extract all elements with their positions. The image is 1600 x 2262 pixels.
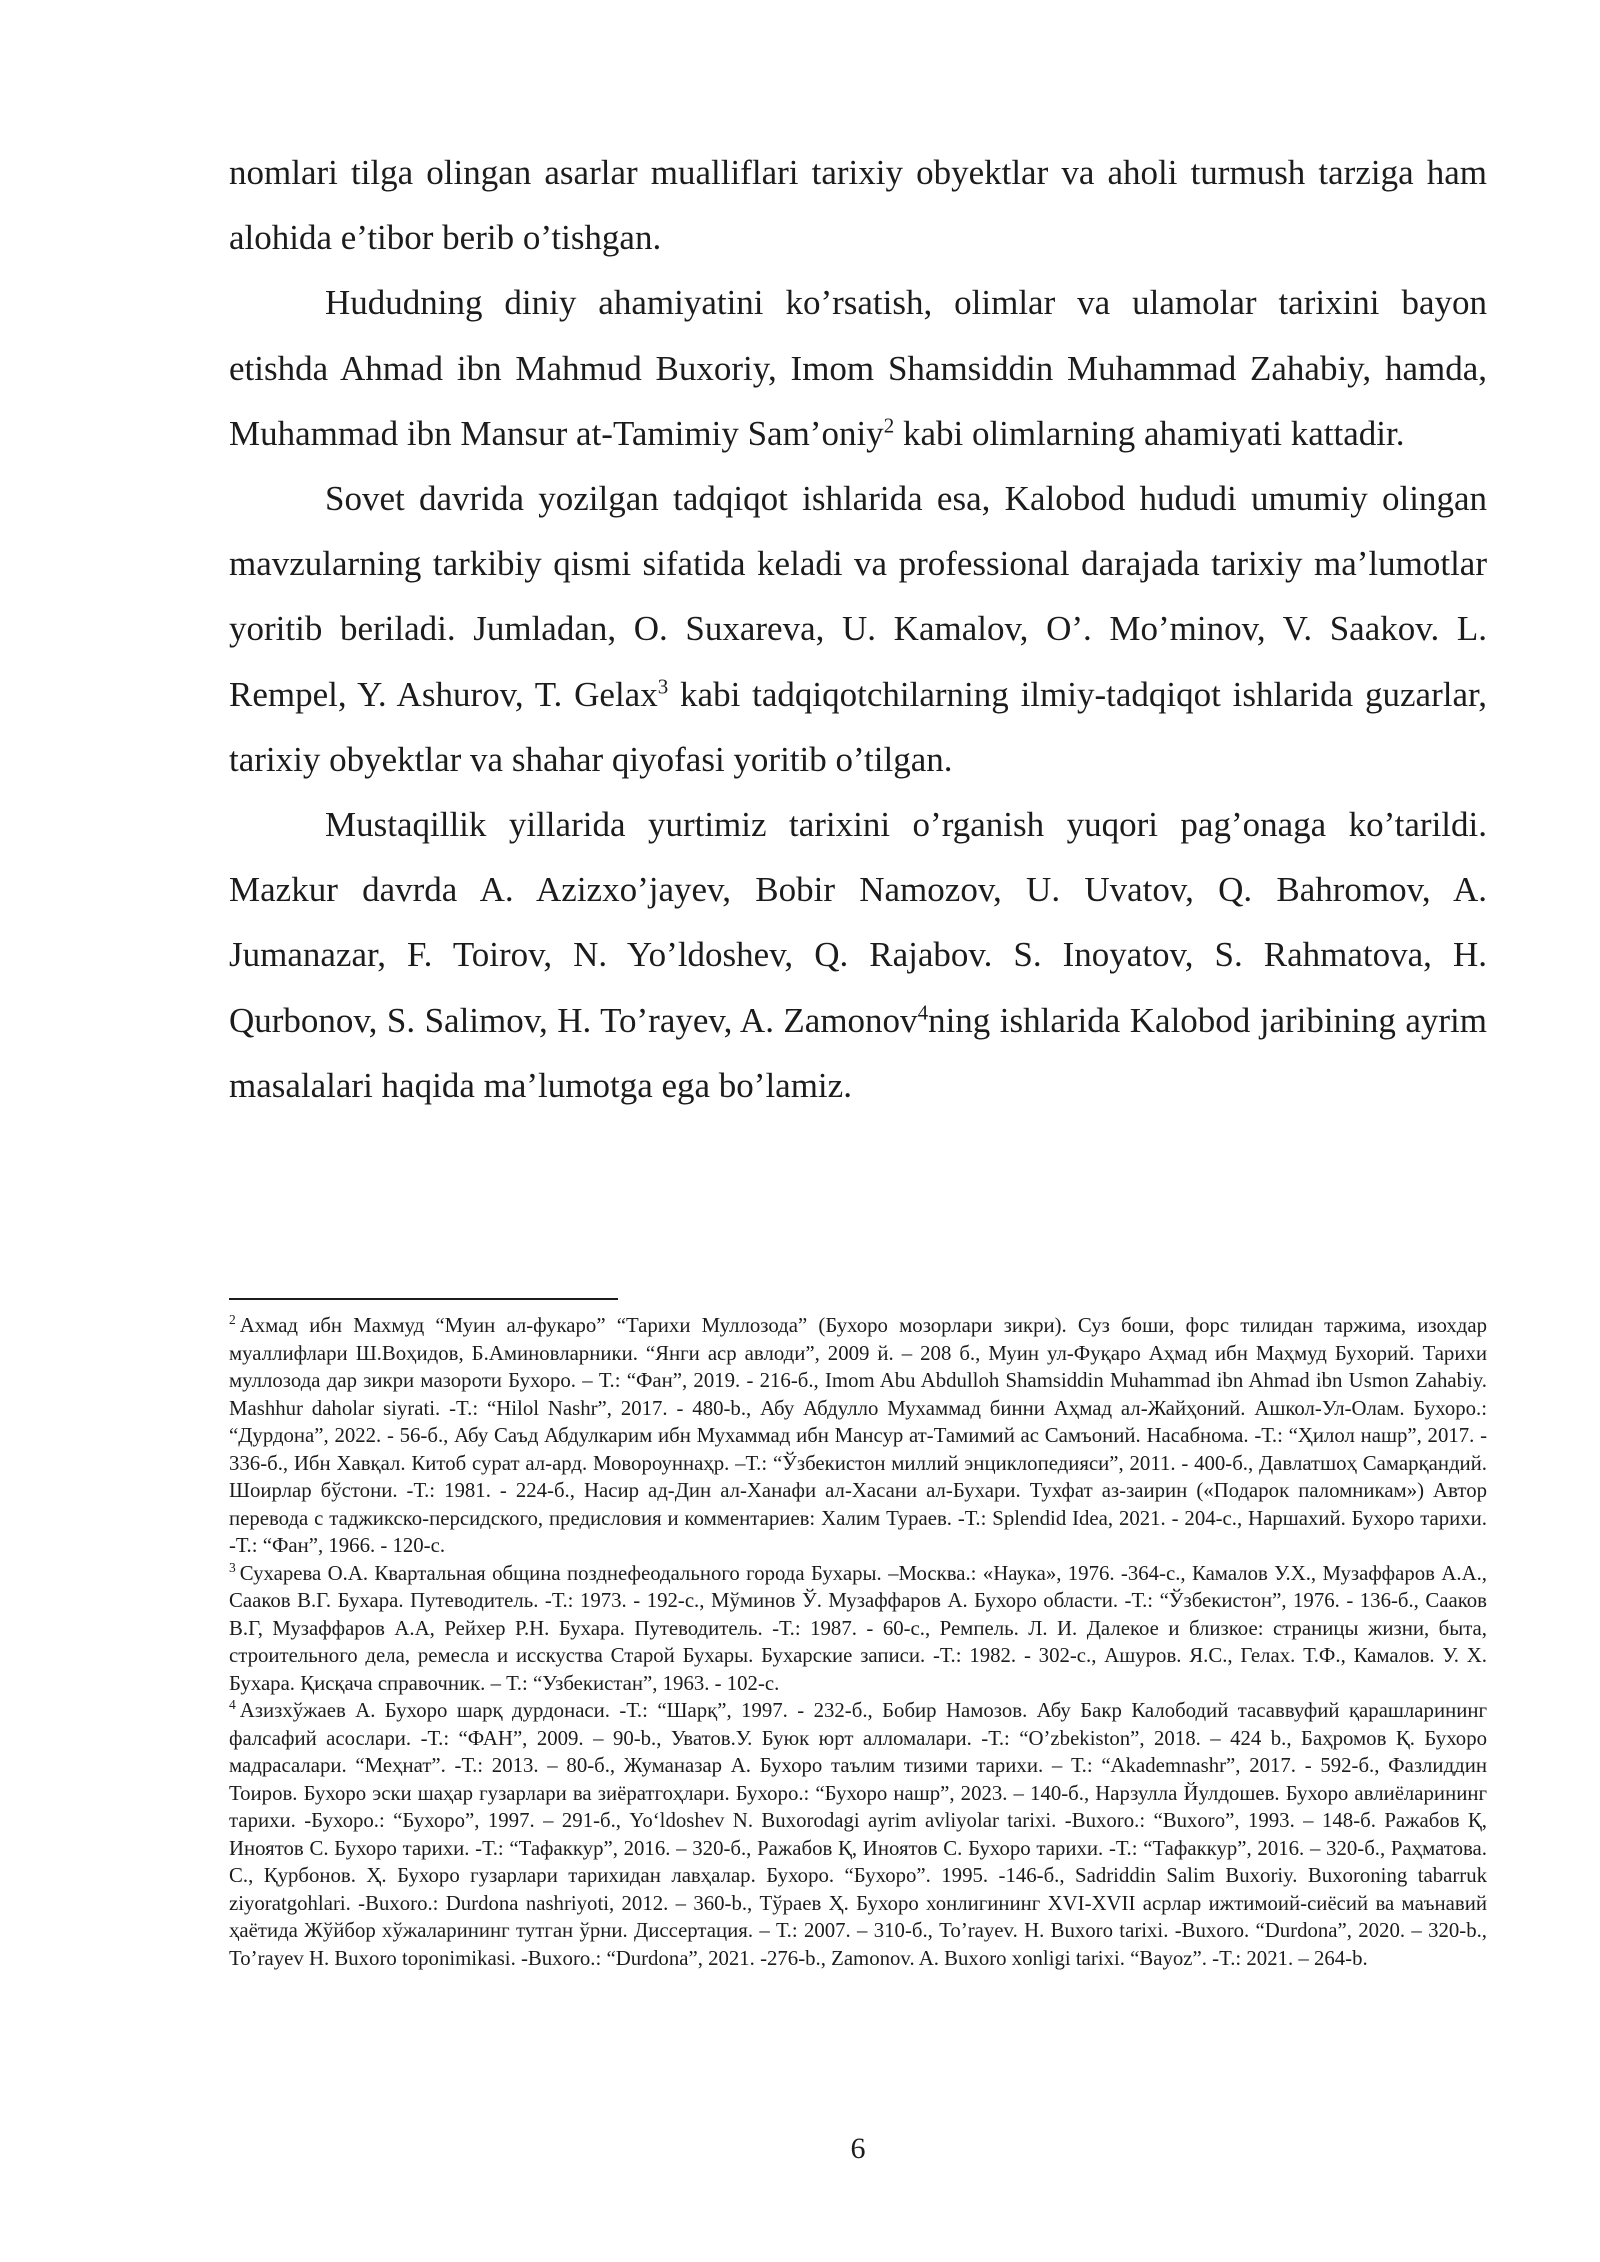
page-number: 6 bbox=[850, 2132, 866, 2165]
paragraph-4-text-start: Mustaqillik yillarida yurtimiz tarixini o’rganish yuqori pag’onaga ko’tarildi. Mazkur davrda A. Azizxo’jayev, Bobir Namozov, U. Uvatov, Q. Bahromov, A. Jumanazar, F. Toirov, N. Yo’ldoshev, Q. Rajabov. S. Inoyatov, S. Rahmatova, H. Qurbonov, S. Salimov, H. To’rayev, A. Zamonov bbox=[229, 805, 1487, 1040]
footnote-4 bbox=[229, 1697, 1487, 1972]
paragraph-2-text-start: Hududning diniy ahamiyatini ko’rsatish, olimlar va ulamolar tarixini bayon etishda Ahmad ibn Mahmud Buxoriy, Imom Shamsiddin Muhammad Zahabiy, hamda, Muhammad ibn Mansur at-Tamimiy Sam’oniy bbox=[229, 283, 1487, 453]
paragraph-4 bbox=[229, 792, 1487, 1118]
footnote-separator bbox=[229, 1298, 618, 1300]
footnote-2 bbox=[229, 1312, 1487, 1560]
paragraph-4-text-end: ning ishlarida Kalobod jaribining ayrim masalalari haqida ma’lumotga ega bo’lamiz. bbox=[229, 1000, 1487, 1105]
main-text bbox=[229, 140, 1487, 1118]
paragraph-1 bbox=[229, 140, 1487, 270]
footnote-2-text: Ахмад ибн Махмуд “Муин ал-фукаро” “Тарихи Муллозода” (Бухоро мозорлари зикри). Суз боши, форс тилидан таржима, изохдар муаллифлари Ш.Воҳидов, Б.Аминовларники. “Янги аср авлоди”, 2009 й. – 208 б., Муин ул-Фуқаро Аҳмад ибн Маҳмуд Бухорий. Тарихи муллозода дар зикри мазороти Бухоро. – Т.: “Фан”, 2019. - 216-б., Imom Abu Abdulloh Shamsiddin Muhammad ibn Ahmad ibn Usmon Zahabiy. Mashhur daholar siyrati. -T.: “Hilol Nashr”, 2017. - 480-b., Абу Абдулло Мухаммад бинни Аҳмад ал-Жайҳоний. Ашкол-Ул-Олам. Бухоро.: “Дурдона”, 2022. - 56-б., Абу Саъд Абдулкарим ибн Мухаммад ибн Мансур ат-Тамимий ас Самъоний. Насабнома. -Т.: “Ҳилол нашр”, 2017. - 336-б., Ибн Хавқал. Китоб сурат ал-ард. Мовороуннаҳр. –Т.: “Ўзбекистон миллий энциклопедияси”, 2011. - 400-б., Давлатшоҳ Самарқандий. Шоирлар бўстони. -Т.: 1981. - 224-б., Насир ад-Дин ал-Ханафи ал-Хасани ал-Бухари. Тухфат аз-заирин («Подарок паломникам») Автор перевода с таджикско-персидского, предисловия и комментариев: Халим Тураев. -Т.: Splendid Idea, 2021. - 204-с., Наршахий. Бухоро тарихи. -Т.: “Фан”, 1966. - 120-с. bbox=[229, 1314, 1487, 1557]
footnote-mark-4: 4 bbox=[229, 1697, 236, 1713]
footnote-mark-3: 3 bbox=[229, 1559, 236, 1575]
paragraph-2 bbox=[229, 270, 1487, 466]
footnote-ref-2[interactable]: 2 bbox=[883, 413, 895, 438]
footnote-3-text: Сухарева О.А. Квартальная община позднефеодального города Бухары. –Москва.: «Наука», 1976. -364-с., Камалов У.Х., Музаффаров А.А., Сааков В.Г. Бухара. Путеводитель. -Т.: 1973. - 192-с., Мўминов Ў. Музаффаров А. Бухоро области. -Т.: “Ўзбекистон”, 1976. - 136-б., Сааков В.Г, Музаффаров А.А, Рейхер Р.Н. Бухара. Путеводитель. -Т.: 1987. - 60-с., Ремпель. Л. И. Далекое и близкое: страницы жизни, быта, строительного дела, ремесла и исскуства Старой Бухары. Бухарские записи. -Т.: 1982. - 302-с., Ашуров. Я.С., Гелах. Т.Ф., Камалов. У. Х. Бухара. Қисқача справочник. – Т.: “Узбекистан”, 1963. - 102-с. bbox=[229, 1561, 1487, 1695]
footnote-ref-3[interactable]: 3 bbox=[657, 673, 669, 698]
footnote-4-text: Азизхўжаев А. Бухоро шарқ дурдонаси. -Т.: “Шарқ”, 1997. - 232-б., Бобир Намозов. Абу Бакр Калободий тасаввуфий қарашларининг фалсафий асослари. -Т.: “ФАН”, 2009. – 90-b., Уватов.У. Буюк юрт алломалари. -Т.: “O’zbekiston”, 2018. – 424 b., Баҳромов Қ. Бухоро мадрасалари. “Меҳнат”. -Т.: 2013. – 80-б., Жуманазар А. Бухоро таълим тизими тарихи. – Т.: “Akademnashr”, 2017. - 592-б., Фазлиддин Тоиров. Бухоро эски шаҳар гузарлари ва зиёратгоҳлари. Бухоро.: “Бухоро нашр”, 2023. – 140-б., Нарзулла Йулдошев. Бухоро авлиёларининг тарихи. -Бухоро.: “Бухоро”, 1997. – 291-б., Yo‘ldoshev N. Buxorodagi ayrim avliyolar tarixi. -Buxoro.: “Buxoro”, 1993. – 148-б. Ражабов Қ, Иноятов С. Бухоро тарихи. -Т.: “Тафаккур”, 2016. – 320-б., Ражабов Қ, Иноятов С. Бухоро тарихи. -Т.: “Тафаккур”, 2016. – 320-б., Раҳматова. С., Қурбонов. Ҳ. Бухоро гузарлари тарихидан лавҳалар. Бухоро. “Бухоро”. 1995. -146-б., Sadriddin Salim Buxoriy. Buxoroning tabarruk ziyoratgohlari. -Buxoro.: Durdona nashriyoti, 2012. – 360-b., Тўраев Ҳ. Бухоро хонлигининг XVI-XVII асрлар ижтимоий-сиёсий ва маънавий ҳаётида Жўйбор хўжаларининг тутган ўрни. Диссертация. – Т.: 2007. – 310-б., To’rayev. H. Buxoro tarixi. -Buxoro. “Durdona”, 2020. – 320-b., To’rayev H. Buxoro toponimikasi. -Buxoro.: “Durdona”, 2021. -276-b., Zamonov. A. Buxoro xonligi tarixi. “Bayoz”. -T.: 2021. – 264-b. bbox=[229, 1699, 1487, 1970]
paragraph-3-text-start: Sovet davrida yozilgan tadqiqot ishlarida esa, Kalobod hududi umumiy olingan mavzularning tarkibiy qismi sifatida keladi va professional darajada tarixiy ma’lumotlar yoritib beriladi. Jumladan, O. Suxareva, U. Kamalov, O’. Mo’minov, V. Saakov. L. Rempel, Y. Ashurov, T. Gelax bbox=[229, 479, 1487, 714]
paragraph-1-text: nomlari tilga olingan asarlar mualliflari tarixiy obyektlar va aholi turmush tarziga ham alohida e’tibor berib o’tishgan. bbox=[229, 153, 1487, 258]
paragraph-2-text-end: kabi olimlarning ahamiyati kattadir. bbox=[894, 413, 1405, 453]
footnotes bbox=[229, 1312, 1487, 1972]
paragraph-3 bbox=[229, 466, 1487, 792]
footnote-ref-4[interactable]: 4 bbox=[917, 999, 929, 1024]
footnote-mark-2: 2 bbox=[229, 1312, 236, 1328]
paragraph-3-text-end: kabi tadqiqotchilarning ilmiy-tadqiqot ishlarida guzarlar, tarixiy obyektlar va shahar qiyofasi yoritib o’tilgan. bbox=[229, 674, 1487, 779]
footnote-3 bbox=[229, 1560, 1487, 1698]
